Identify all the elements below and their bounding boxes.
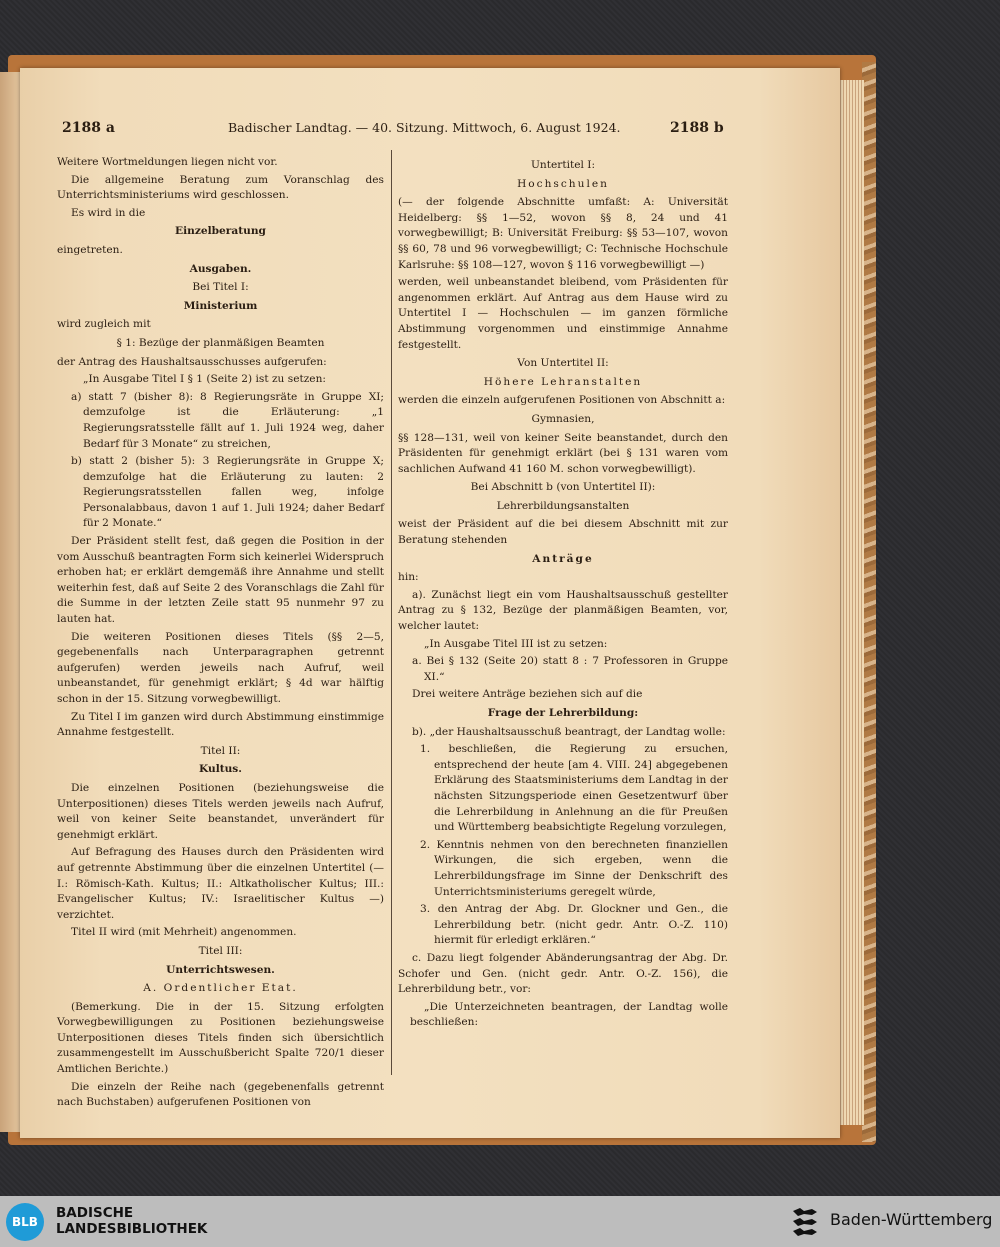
- section-heading: Untertitel I:: [530, 159, 596, 171]
- library-name: [56, 1205, 207, 1237]
- list-item: 2. Kenntnis nehmen von den berechneten finanziellen Wirkungen, die sich ergeben, wenn die Lehrerbildungsfrage im Sinne der Denkschrift des Unterrichtsministeriums geregelt würde,: [420, 838, 728, 898]
- column-right: [398, 155, 728, 1033]
- list-item: b) statt 2 (bisher 5): 3 Regierungsräte in Gruppe X; demzufolge hat die Erläuterung zu lauten: 2 Regierungsratsstellen fallen weg, infolge Personalabbaus, davon 1 auf 1. Juli 1924; daher Bedarf für 2 Monate.“: [71, 455, 384, 530]
- section-heading: Lehrerbildungsanstalten: [496, 499, 630, 512]
- section-heading: Unterrichtswesen.: [166, 963, 275, 976]
- paragraph: Die allgemeine Beratung zum Voranschlag des Unterrichtsministeriums wird geschlossen.: [57, 173, 384, 202]
- page-number-right: 2188 b: [670, 120, 724, 136]
- paragraph: Drei weitere Anträge beziehen sich auf die: [412, 688, 643, 701]
- section-heading: § 1: Bezüge der planmäßigen Beamten: [116, 336, 325, 349]
- section-heading: Einzelberatung: [175, 225, 266, 238]
- paragraph: der Antrag des Haushaltsausschusses aufgerufen:: [57, 355, 327, 368]
- book-marbled-edge: [862, 62, 876, 1142]
- list-item: 1. beschließen, die Regierung zu ersuchen, entsprechend der heute [am 4. VIII. 24] abgegebenen Erklärung des Staatsministeriums dem Landtag in der nächsten Sitzungsperiode einen Gesetzentwurf über die Lehrerbildung in Anlehnung an die für Preußen und Württemberg beabsichtigte Regelung vorzulegen,: [420, 743, 728, 834]
- list-item: a. Bei § 132 (Seite 20) statt 8 : 7 Professoren in Gruppe XI.“: [412, 655, 728, 683]
- section-heading: Bei Abschnitt b (von Untertitel II):: [470, 481, 656, 494]
- paragraph: hin:: [398, 571, 419, 584]
- paragraph: Die weiteren Positionen dieses Titels (§§ 2—5, gegebenenfalls nach Unterparagraphen getrennt aufgerufen) werden jeweils nach Aufruf, weil unbeanstandet, für genehmigt erklärt; § 4d war hälftig schon in der 15. Sitzung vorwegbewilligt.: [57, 630, 384, 705]
- section-heading: A. Ordentlicher Etat.: [143, 982, 298, 995]
- section-heading: Titel III:: [198, 944, 243, 957]
- paragraph: wird zugleich mit: [57, 318, 151, 331]
- quote: „In Ausgabe Titel I § 1 (Seite 2) ist zu setzen:: [83, 373, 326, 386]
- paragraph: §§ 128—131, weil von keiner Seite beanstandet, durch den Präsidenten für genehmigt erklärt (bei § 131 waren vom sachlichen Aufwand 41 160 M. schon vorwegbewilligt).: [398, 431, 728, 475]
- list-item: 3. den Antrag der Abg. Dr. Glockner und Gen., die Lehrerbildung betr. (nicht gedr. Antr. O.-Z. 110) hiermit für erledigt erklären.“: [420, 903, 728, 947]
- paragraph: (Bemerkung. Die in der 15. Sitzung erfolgten Vorwegbewilligungen zu Positionen beziehungsweise Unterpositionen dieses Titels finden sich übersichtlich zusammengestellt im Ausschußbericht Spalte 720/1 dieser Amtlichen Berichte.): [57, 1000, 384, 1076]
- paragraph: a). Zunächst liegt ein vom Haushaltsausschuß gestellter Antrag zu § 132, Bezüge der planmäßigen Beamten, vor, welcher lautet:: [398, 588, 728, 633]
- paragraph: Titel II wird (mit Mehrheit) angenommen.: [71, 926, 297, 939]
- section-heading: Ministerium: [183, 299, 258, 312]
- paragraph: werden, weil unbeanstandet bleibend, vom Präsidenten für angenommen erklärt. Auf Antrag aus dem Hause wird zu Untertitel I — Hochschulen — im ganzen förmliche Abstimmung vorgenommen und einstimmige Annahme festgestellt.: [398, 276, 728, 351]
- quote: „In Ausgabe Titel III ist zu setzen:: [424, 637, 608, 650]
- section-heading: Anträge: [532, 552, 594, 565]
- paragraph: (— der folgende Abschnitte umfaßt: A: Universität Heidelberg: §§ 1—52, wovon §§ 8, 24 und 41 vorwegbewilligt; B: Universität Freiburg: §§ 53—107, wovon §§ 60, 78 und 96 vorwegbewilligt; C: Technische Hochschule Karlsruhe: §§ 108—127, wovon § 116 vorwegbewilligt —): [398, 196, 728, 271]
- paragraph: Zu Titel I im ganzen wird durch Abstimmung einstimmige Annahme festgestellt.: [57, 710, 384, 739]
- paragraph: Die einzeln der Reihe nach (gegebenenfalls getrennt nach Buchstaben) aufgerufenen Positionen von: [57, 1080, 384, 1109]
- section-heading: Frage der Lehrerbildung:: [487, 707, 639, 719]
- paragraph: b). „der Haushaltsausschuß beantragt, der Landtag wolle:: [412, 725, 726, 738]
- list-item: a) statt 7 (bisher 8): 8 Regierungsräte in Gruppe XI; demzufolge ist die Erläuterung: „1 Regierungsratsstelle fällt auf 1. Juli 1924 weg, daher Bedarf für 3 Monate“ zu streichen,: [71, 390, 384, 450]
- paragraph: Weitere Wortmeldungen liegen nicht vor.: [57, 156, 278, 168]
- section-heading: Bei Titel I:: [192, 281, 249, 294]
- paragraph: Die einzelnen Positionen (beziehungsweise die Unterpositionen) dieses Titels werden jeweils nach Aufruf, weil von keiner Seite beanstandet, unverändert für genehmigt erklärt.: [57, 781, 384, 841]
- blb-logo-icon[interactable]: BLB: [6, 1203, 44, 1241]
- paragraph: weist der Präsident auf die bei diesem Abschnitt mit zur Beratung stehenden: [398, 518, 728, 547]
- paragraph: werden die einzeln aufgerufenen Positionen von Abschnitt a:: [398, 394, 726, 407]
- section-heading: Ausgaben.: [189, 262, 252, 275]
- library-name-line1: BADISCHE: [56, 1205, 134, 1221]
- footer-bar: [0, 1196, 1000, 1247]
- section-heading: Gymnasien,: [531, 412, 595, 425]
- paragraph: Auf Befragung des Hauses durch den Präsidenten wird auf getrennte Abstimmung über die einzelnen Untertitel (— I.: Römisch-Kath. Kultus; II.: Altkatholischer Kultus; III.: Evangelischer Kultus; IV.: Israelitischer Kultus —) verzichtet.: [57, 846, 384, 921]
- paragraph: Der Präsident stellt fest, daß gegen die Position in der vom Ausschuß beantragten Form sich keinerlei Widerspruch erhoben hat; er erklärt demgemäß ihre Annahme und stellt weiterhin fest, daß auf Seite 2 des Voranschlags die Zahl für die Summe in der letzten Zeile statt 95 nunmehr 97 zu lauten hat.: [57, 535, 384, 626]
- section-heading: Kultus.: [199, 763, 242, 776]
- section-heading: Höhere Lehranstalten: [483, 375, 643, 388]
- left-page-strip: [0, 72, 22, 1132]
- bw-lions-icon: [790, 1205, 820, 1237]
- column-divider: [391, 150, 392, 1075]
- page-stack-edges: [838, 80, 864, 1125]
- section-heading: Titel II:: [200, 744, 241, 757]
- section-heading: Von Untertitel II:: [517, 357, 609, 370]
- page-number-left: 2188 a: [62, 120, 115, 136]
- paragraph: eingetreten.: [57, 243, 123, 256]
- library-name-line2: LANDESBIBLIOTHEK: [56, 1221, 208, 1237]
- paragraph: Es wird in die: [71, 206, 146, 219]
- section-heading: Hochschulen: [517, 177, 609, 190]
- column-left: [57, 155, 384, 1113]
- quote: „Die Unterzeichneten beantragen, der Landtag wolle beschließen:: [410, 1000, 728, 1029]
- paragraph: c. Dazu liegt folgender Abänderungsantrag der Abg. Dr. Schofer und Gen. (nicht gedr. Antr. O.-Z. 156), die Lehrerbildung betr., vor:: [398, 951, 728, 996]
- state-name: Baden-Württemberg: [830, 1210, 993, 1229]
- running-header: Badischer Landtag. — 40. Sitzung. Mittwoch, 6. August 1924.: [228, 120, 621, 135]
